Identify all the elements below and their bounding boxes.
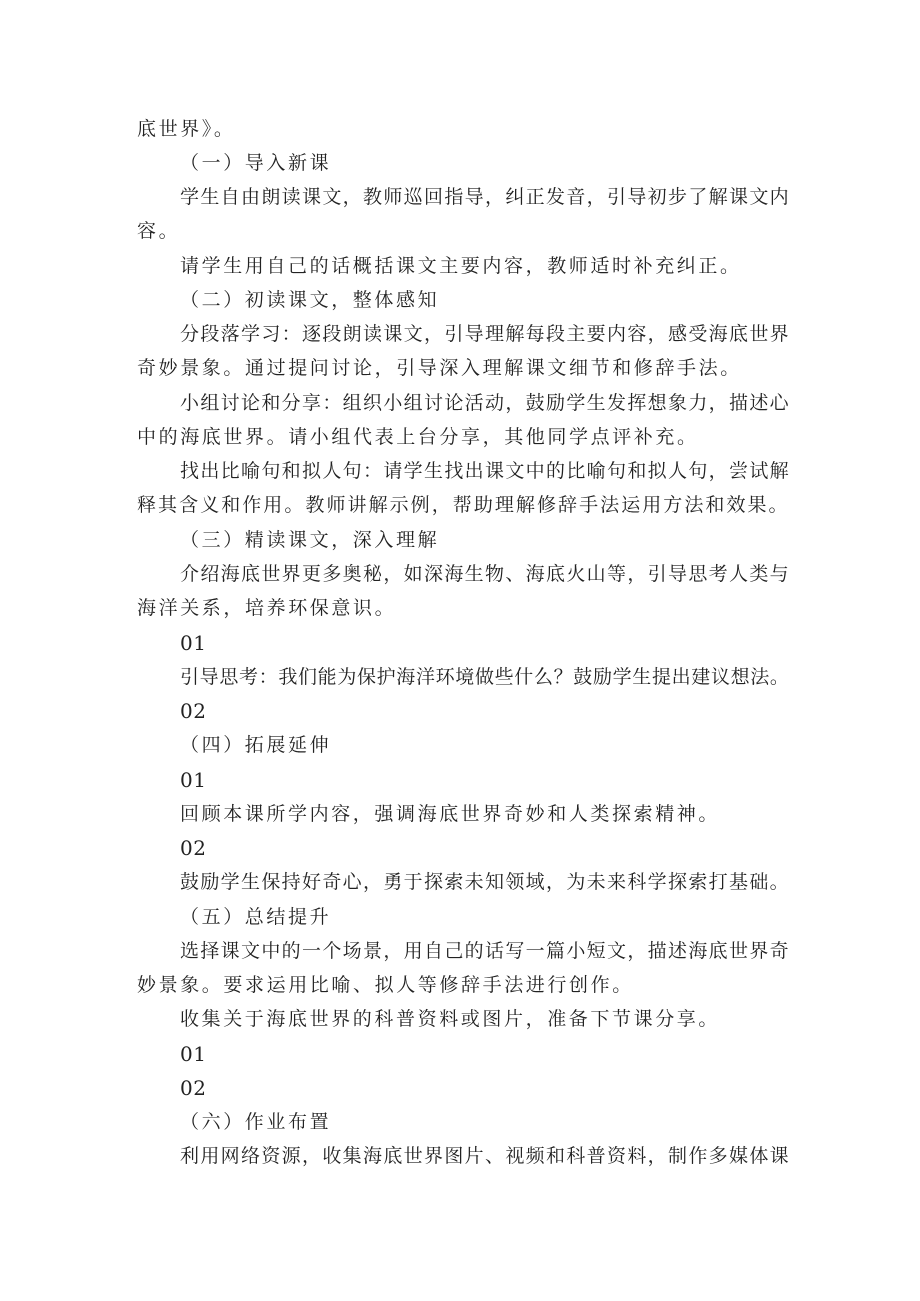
text-line: 鼓励学生保持好奇心，勇于探索未知领域，为未来科学探索打基础。 xyxy=(180,871,791,893)
text-line: 收集关于海底世界的科普资料或图片，准备下节课分享。 xyxy=(180,1008,721,1030)
item-number: 02 xyxy=(180,699,207,723)
text-line: 选择课文中的一个场景，用自己的话写一篇小短文，描述海底世界奇 xyxy=(180,940,791,962)
text-line: 妙景象。要求运用比喻、拟人等修辞手法进行创作。 xyxy=(137,974,634,996)
text-line: 学生自由朗读课文，教师巡回指导，纠正发音，引导初步了解课文内 xyxy=(180,186,791,208)
item-number: 01 xyxy=(180,768,207,792)
text-line: 请学生用自己的话概括课文主要内容，教师适时补充纠正。 xyxy=(180,255,742,277)
text-line: 释其含义和作用。教师讲解示例，帮助理解修辞手法运用方法和效果。 xyxy=(137,494,790,516)
text-line: 底世界》。 xyxy=(137,118,236,140)
text-line: 找出比喻句和拟人句：请学生找出课文中的比喻句和拟人句，尝试解 xyxy=(180,460,791,482)
item-number: 01 xyxy=(180,631,207,655)
text-line: 分段落学习：逐段朗读课文，引导理解每段主要内容，感受海底世界 xyxy=(180,323,791,345)
section-heading: （一）导入新课 xyxy=(180,152,332,174)
text-line: 海洋关系，培养环保意识。 xyxy=(137,597,397,619)
item-number: 01 xyxy=(180,1042,207,1066)
text-line: 介绍海底世界更多奥秘，如深海生物、海底火山等，引导思考人类与 xyxy=(180,563,791,585)
item-number: 02 xyxy=(180,836,207,860)
text-line: 回顾本课所学内容，强调海底世界奇妙和人类探索精神。 xyxy=(180,803,721,825)
item-number: 02 xyxy=(180,1076,207,1100)
section-heading: （六）作业布置 xyxy=(180,1111,332,1133)
section-heading: （二）初读课文，整体感知 xyxy=(180,289,440,311)
section-heading: （三）精读课文，深入理解 xyxy=(180,529,440,551)
section-heading: （四）拓展延伸 xyxy=(180,734,332,756)
section-heading: （五）总结提升 xyxy=(180,906,332,928)
text-line: 中的海底世界。请小组代表上台分享，其他同学点评补充。 xyxy=(137,426,699,448)
text-line: 利用网络资源，收集海底世界图片、视频和科普资料，制作多媒体课 xyxy=(180,1145,791,1167)
text-line: 小组讨论和分享：组织小组讨论活动，鼓励学生发挥想象力，描述心 xyxy=(180,392,791,414)
text-line: 容。 xyxy=(137,220,181,242)
text-line: 奇妙景象。通过提问讨论，引导深入理解课文细节和修辞手法。 xyxy=(137,357,742,379)
text-line: 引导思考：我们能为保护海洋环境做些什么？鼓励学生提出建议想法。 xyxy=(180,666,790,688)
